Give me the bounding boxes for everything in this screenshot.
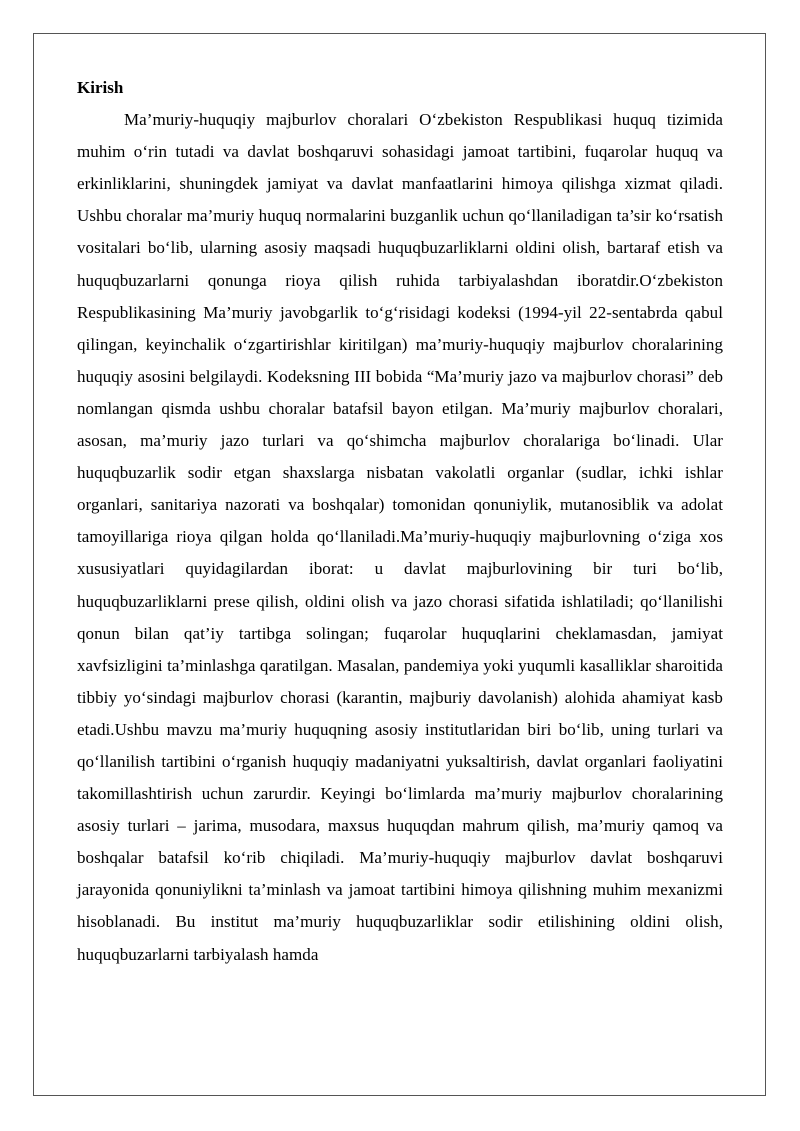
- body-paragraph: Ma’muriy-huquqiy majburlov choralari O‘zbekiston Respublikasi huquq tizimida muhim o‘rin tutadi va davlat boshqaruvi sohasidagi jamoat tartibini, fuqarolar huquq va erkinliklarini, shuningdek jamiyat va davlat manfaatlarini himoya qilishga xizmat qiladi. Ushbu choralar ma’muriy huquq normalarini buzganlik uchun qo‘llaniladigan ta’sir ko‘rsatish vositalari bo‘lib, ularning asosiy maqsadi huquqbuzarliklarni oldini olish, bartaraf etish va huquqbuzarlarni qonunga rioya qilish ruhida tarbiyalashdan iboratdir.O‘zbekiston Respublikasining Ma’muriy javobgarlik to‘g‘risidagi kodeksi (1994-yil 22-sentabrda qabul qilingan, keyinchalik o‘zgartirishlar kiritilgan) ma’muriy-huquqiy majburlov choralarining huquqiy asosini belgilaydi. Kodeksning III bobida “Ma’muriy jazo va majburlov chorasi” deb nomlangan qismda ushbu choralar batafsil bayon etilgan. Ma’muriy majburlov choralari, asosan, ma’muriy jazo turlari va qo‘shimcha majburlov choralariga bo‘linadi. Ular huquqbuzarlik sodir etgan shaxslarga nisbatan vakolatli organlar (sudlar, ichki ishlar organlari, sanitariya nazorati va boshqalar) tomonidan qonuniylik, mutanosiblik va adolat tamoyillariga rioya qilgan holda qo‘llaniladi.Ma’muriy-huquqiy majburlovning o‘ziga xos xususiyatlari quyidagilardan iborat: u davlat majburlovining bir turi bo‘lib, huquqbuzarliklarni prese qilish, oldini olish va jazo chorasi sifatida ishlatiladi; qo‘llanilishi qonun bilan qat’iy tartibga solingan; fuqarolar huquqlarini cheklamasdan, jamiyat xavfsizligini ta’minlashga qaratilgan. Masalan, pandemiya yoki yuqumli kasalliklar sharoitida tibbiy yo‘sindagi majburlov chorasi (karantin, majburiy davolanish) alohida ahamiyat kasb etadi.Ushbu mavzu ma’muriy huquqning asosiy institutlaridan biri bo‘lib, uning turlari va qo‘llanilish tartibini o‘rganish huquqiy madaniyatni yuksaltirish, davlat organlari faoliyatini takomillashtirish uchun zarurdir. Keyingi bo‘limlarda ma’muriy majburlov choralarining asosiy turlari – jarima, musodara, maxsus huquqdan mahrum qilish, ma’muriy qamoq va boshqalar batafsil ko‘rib chiqiladi. Ma’muriy-huquqiy majburlov davlat boshqaruvi jarayonida qonuniylikni ta’minlash va jamoat tartibini himoya qilishning muhim mexanizmi hisoblanadi. Bu institut ma’muriy huquqbuzarliklar sodir etilishining oldini olish, huquqbuzarlarni tarbiyalash hamda: [77, 110, 723, 964]
- document-body: [77, 72, 723, 971]
- section-heading: Kirish: [77, 78, 124, 97]
